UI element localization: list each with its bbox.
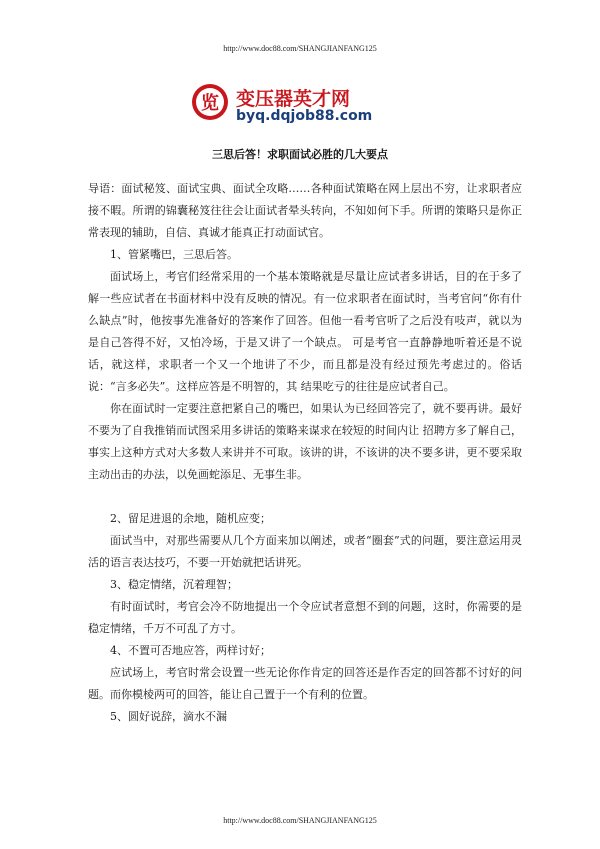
body-paragraph: 面试当中，对那些需要从几个方面来加以阐述，或者“圈套”式的问题，要注意运用灵活的语言表达技巧，不要一开始就把话讲死。 <box>88 534 522 569</box>
footer-url[interactable]: http://www.doc88.com/SHANGJIANFANG125 <box>223 816 377 825</box>
body-paragraph: 面试场上，考官们经常采用的一个基本策略就是尽量让应试者多讲话，目的在于多了解一些应试者在书面材料中没有反映的情况。有一位求职者在面试时，当考官问“你有什么缺点”时，他按事先准备好的答案作了回答。但他一看考官听了之后没有吱声，就以为是自己答得不好，又怕冷场，于是又讲了一个缺点。 可是考官一直静静地听着还是不说话，就这样，求职者一个又一个地讲了不少，而且都是没有经过预先考虑过的。俗话说：“言多必失”。这样应答是不明智的，其 结果吃亏的往往是应试者自己。 <box>88 270 522 393</box>
body-paragraph: 你在面试时一定要注意把紧自己的嘴巴，如果认为已经回答完了，就不要再讲。最好不要为了自我推销而试图采用多讲话的策略来谋求在较短的时间内让 招聘方多了解自己，事实上这种方式对大多数人来讲并不可取。该讲的讲，不该讲的决不要多讲，更不要采取主动出击的办法，以免画蛇添足、无事生非。 <box>88 402 522 481</box>
header-url[interactable]: http://www.doc88.com/SHANGJIANFANG125 <box>223 44 377 53</box>
logo-title: 变压器英才网 <box>236 88 351 110</box>
document-title: 三思后答！求职面试必胜的几大要点 <box>212 148 388 161</box>
point-heading-4: 4、不置可否地应答，两样讨好； <box>110 644 271 657</box>
logo <box>190 80 410 130</box>
logo-mark-char: 览 <box>201 93 219 114</box>
intro-paragraph: 导语：面试秘笈、面试宝典、面试全攻略……各种面试策略在网上层出不穷，让求职者应接不暇。所谓的锦囊秘笈往往会让面试者晕头转向，不知如何下手。所谓的策略只是你正常表现的辅助，自信、真诚才能真正打动面试官。 <box>88 182 522 239</box>
point-heading-2: 2、留足进退的余地，随机应变； <box>110 512 271 525</box>
point-heading-3: 3、稳定情绪，沉着理智； <box>110 578 238 591</box>
point-heading-5: 5、圆好说辞，滴水不漏 <box>110 710 227 723</box>
body-paragraph: 有时面试时，考官会冷不防地提出一个令应试者意想不到的问题，这时，你需要的是稳定情绪，千万不可乱了方寸。 <box>88 600 522 635</box>
document-body <box>88 178 522 728</box>
point-heading-1: 1、管紧嘴巴，三思后答。 <box>110 248 238 261</box>
body-paragraph: 应试场上，考官时常会设置一些无论你作肯定的回答还是作否定的回答都不讨好的问题。而你模棱两可的回答，能让自己置于一个有利的位置。 <box>88 666 522 701</box>
logo-mark-icon <box>190 80 230 126</box>
logo-subtitle[interactable]: byq.dqjob88.com <box>236 108 373 124</box>
